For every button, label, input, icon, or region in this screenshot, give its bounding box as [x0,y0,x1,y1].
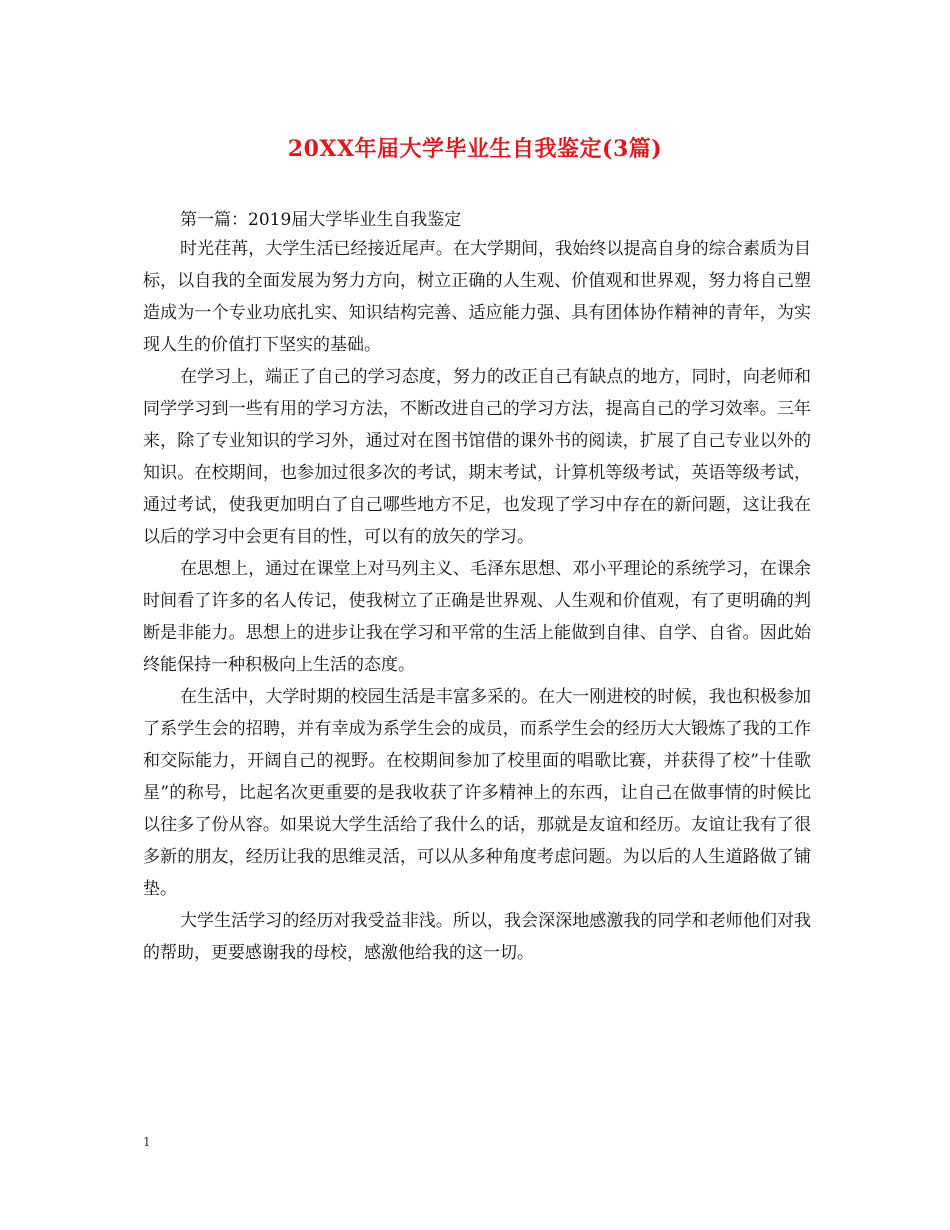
body-text [143,233,811,969]
paragraph: 时光荏苒，大学生活已经接近尾声。在大学期间，我始终以提高自身的综合素质为目标，以自我的全面发展为努力方向，树立正确的人生观、价值观和世界观，努力将自己塑造成为一个专业功底扎实、知识结构完善、适应能力强、具有团体协作精神的青年，为实现人生的价值打下坚实的基础。 [143,239,811,355]
page-number: 1 [143,1135,151,1149]
paragraph: 在生活中，大学时期的校园生活是丰富多采的。在大一刚进校的时候，我也积极参加了系学生会的招聘，并有幸成为系学生会的成员，而系学生会的经历大大锻炼了我的工作和交际能力，开阔自己的视野。在校期间参加了校里面的唱歌比赛，并获得了校”十佳歌星”的称号，比起名次更重要的是我收获了许多精神上的东西，让自己在做事情的时候比以往多了份从容。如果说大学生活给了我什么的话，那就是友谊和经历。友谊让我有了很多新的朋友，经历让我的思维灵活，可以从多种角度考虑问题。为以后的人生道路做了铺垫。 [143,687,811,899]
section-heading: 第一篇：2019届大学毕业生自我鉴定 [180,210,462,230]
paragraph: 大学生活学习的经历对我受益非浅。所以，我会深深地感激我的同学和老师他们对我的帮助，更要感谢我的母校，感激他给我的这一切。 [143,911,811,963]
paragraph: 在学习上，端正了自己的学习态度，努力的改正自己有缺点的地方，同时，向老师和同学学习到一些有用的学习方法，不断改进自己的学习方法，提高自己的学习效率。三年来，除了专业知识的学习外，通过对在图书馆借的课外书的阅读，扩展了自己专业以外的知识。在校期间，也参加过很多次的考试，期末考试，计算机等级考试，英语等级考试，通过考试，使我更加明白了自己哪些地方不足，也发现了学习中存在的新问题，这让我在以后的学习中会更有目的性，可以有的放矢的学习。 [143,367,811,547]
paragraph: 在思想上，通过在课堂上对马列主义、毛泽东思想、邓小平理论的系统学习，在课余时间看了许多的名人传记，使我树立了正确是世界观、人生观和价值观，有了更明确的判断是非能力。思想上的进步让我在学习和平常的生活上能做到自律、自学、自省。因此始终能保持一种积极向上生活的态度。 [143,559,811,675]
document-title: 20XX年届大学毕业生自我鉴定(3篇) [287,136,663,162]
